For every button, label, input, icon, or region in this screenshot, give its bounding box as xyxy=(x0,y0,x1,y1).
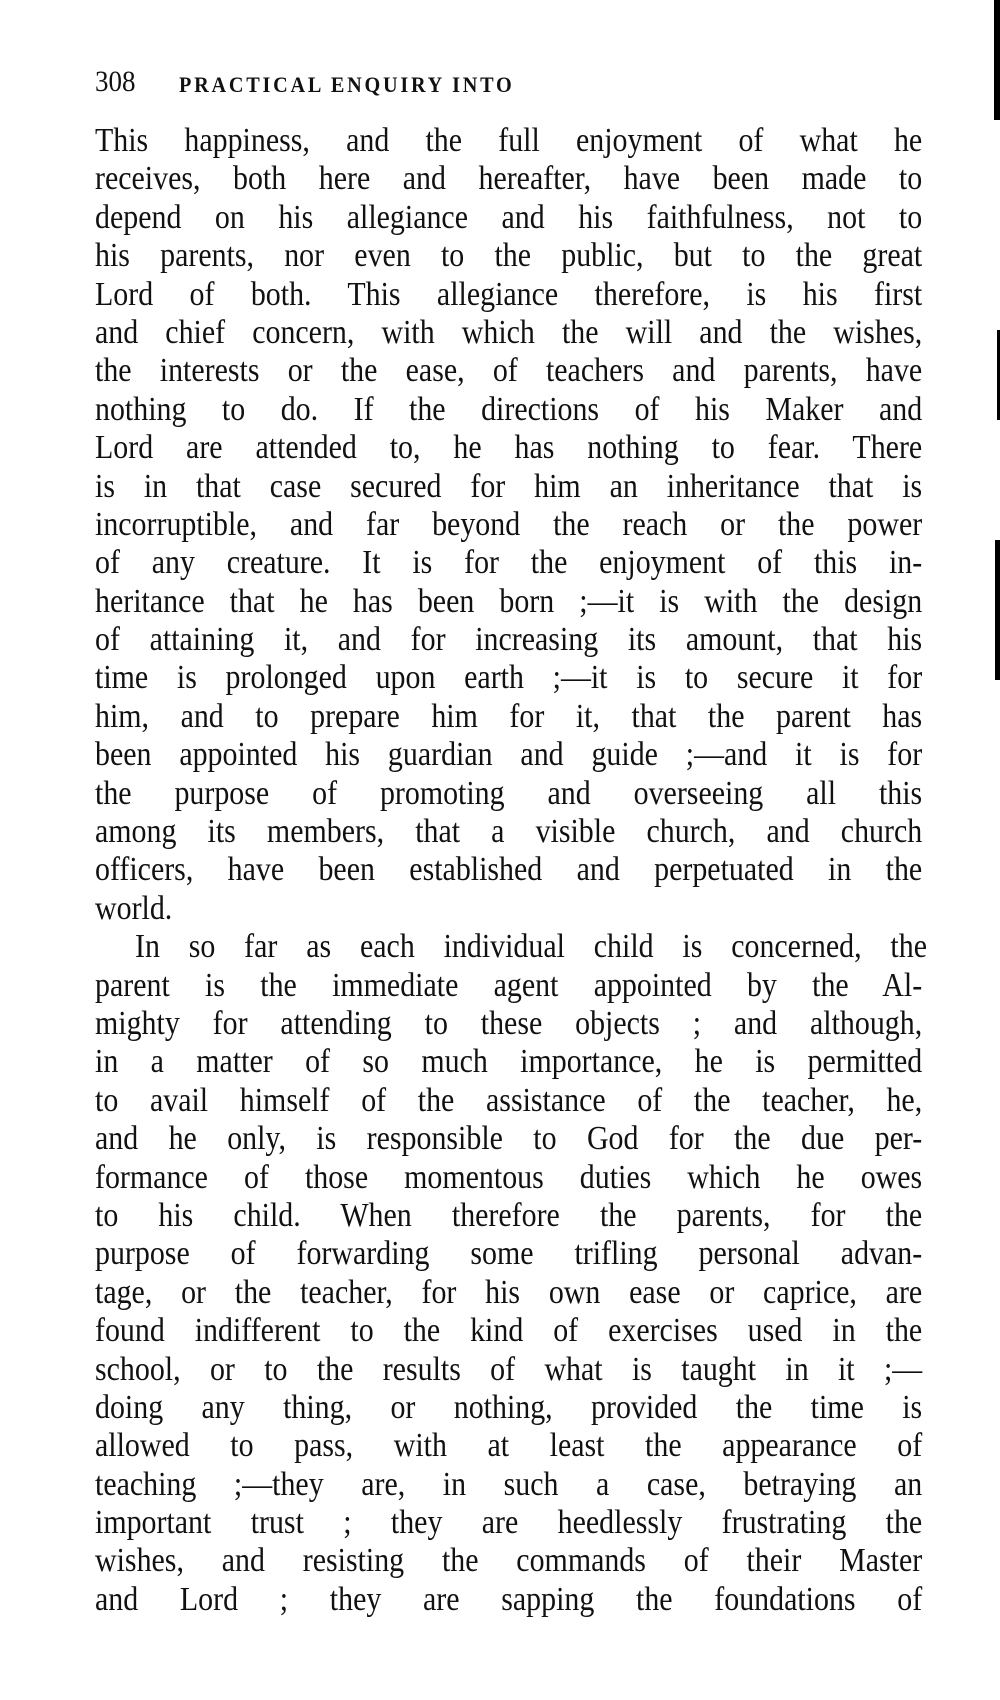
text-line: of attaining it, and for increasing its amount, that his xyxy=(95,621,923,659)
text-line: the interests or the ease, of teachers and parents, have xyxy=(95,352,923,390)
text-line: tage, or the teacher, for his own ease or caprice, are xyxy=(95,1273,923,1311)
text-line: teaching ;—they are, in such a case, betraying an xyxy=(95,1465,923,1503)
text-line: Lord of both. This allegiance therefore, is his first xyxy=(95,275,923,313)
text-line: time is prolonged upon earth ;—it is to secure it for xyxy=(95,659,923,697)
text-line: incorruptible, and far beyond the reach or the power xyxy=(95,505,923,543)
text-line: been appointed his guardian and guide ;—and it is for xyxy=(95,736,923,774)
text-line: heritance that he has been born ;—it is with the design xyxy=(95,582,923,620)
text-line: depend on his allegiance and his faithfulness, not to xyxy=(95,198,923,236)
text-line: and Lord ; they are sapping the foundations of xyxy=(95,1580,923,1618)
text-line: important trust ; they are heedlessly frustrating the xyxy=(95,1504,923,1542)
text-line: purpose of forwarding some trifling personal advan- xyxy=(95,1235,923,1273)
text-line: doing any thing, or nothing, provided the time is xyxy=(95,1388,923,1426)
text-line: found indifferent to the kind of exercises used in the xyxy=(95,1312,923,1350)
text-line: wishes, and resisting the commands of their Master xyxy=(95,1542,923,1580)
text-line: receives, both here and hereafter, have been made to xyxy=(95,160,923,198)
text-line: him, and to prepare him for it, that the parent has xyxy=(95,697,923,735)
text-line: world. xyxy=(95,889,173,927)
text-line: to his child. When therefore the parents, for the xyxy=(95,1196,923,1234)
text-line: and chief concern, with which the will and the wishes, xyxy=(95,313,923,351)
page-number: 308 xyxy=(95,65,136,98)
text-line: In so far as each individual child is concerned, the xyxy=(135,928,927,966)
running-title: PRACTICAL ENQUIRY INTO xyxy=(179,72,515,97)
text-line: parent is the immediate agent appointed by the Al- xyxy=(95,966,923,1004)
text-line: to avail himself of the assistance of the teacher, he, xyxy=(95,1081,923,1119)
text-line: allowed to pass, with at least the appearance of xyxy=(95,1427,923,1465)
text-line: nothing to do. If the directions of his Maker and xyxy=(95,390,923,428)
text-line: formance of those momentous duties which he owes xyxy=(95,1158,923,1196)
text-line: of any creature. It is for the enjoyment of this in- xyxy=(95,544,923,582)
scan-edge-artifact xyxy=(995,540,1000,680)
text-line: is in that case secured for him an inheritance that is xyxy=(95,467,923,505)
text-line: Lord are attended to, he has nothing to fear. There xyxy=(95,429,923,467)
text-line: the purpose of promoting and overseeing all this xyxy=(95,774,923,812)
text-line: officers, have been established and perpetuated in the xyxy=(95,851,923,889)
text-line: school, or to the results of what is taught in it ;— xyxy=(95,1350,923,1388)
scan-edge-artifact xyxy=(994,0,1000,120)
text-line: mighty for attending to these objects ; and although, xyxy=(95,1004,923,1042)
text-line: in a matter of so much importance, he is permitted xyxy=(95,1043,923,1081)
text-line: his parents, nor even to the public, but to the great xyxy=(95,237,923,275)
text-line: among its members, that a visible church, and church xyxy=(95,813,923,851)
body-text xyxy=(95,122,1000,1619)
text-line: This happiness, and the full enjoyment of what he xyxy=(95,122,923,159)
page-header xyxy=(95,62,925,102)
text-line: and he only, is responsible to God for the due per- xyxy=(95,1120,923,1158)
